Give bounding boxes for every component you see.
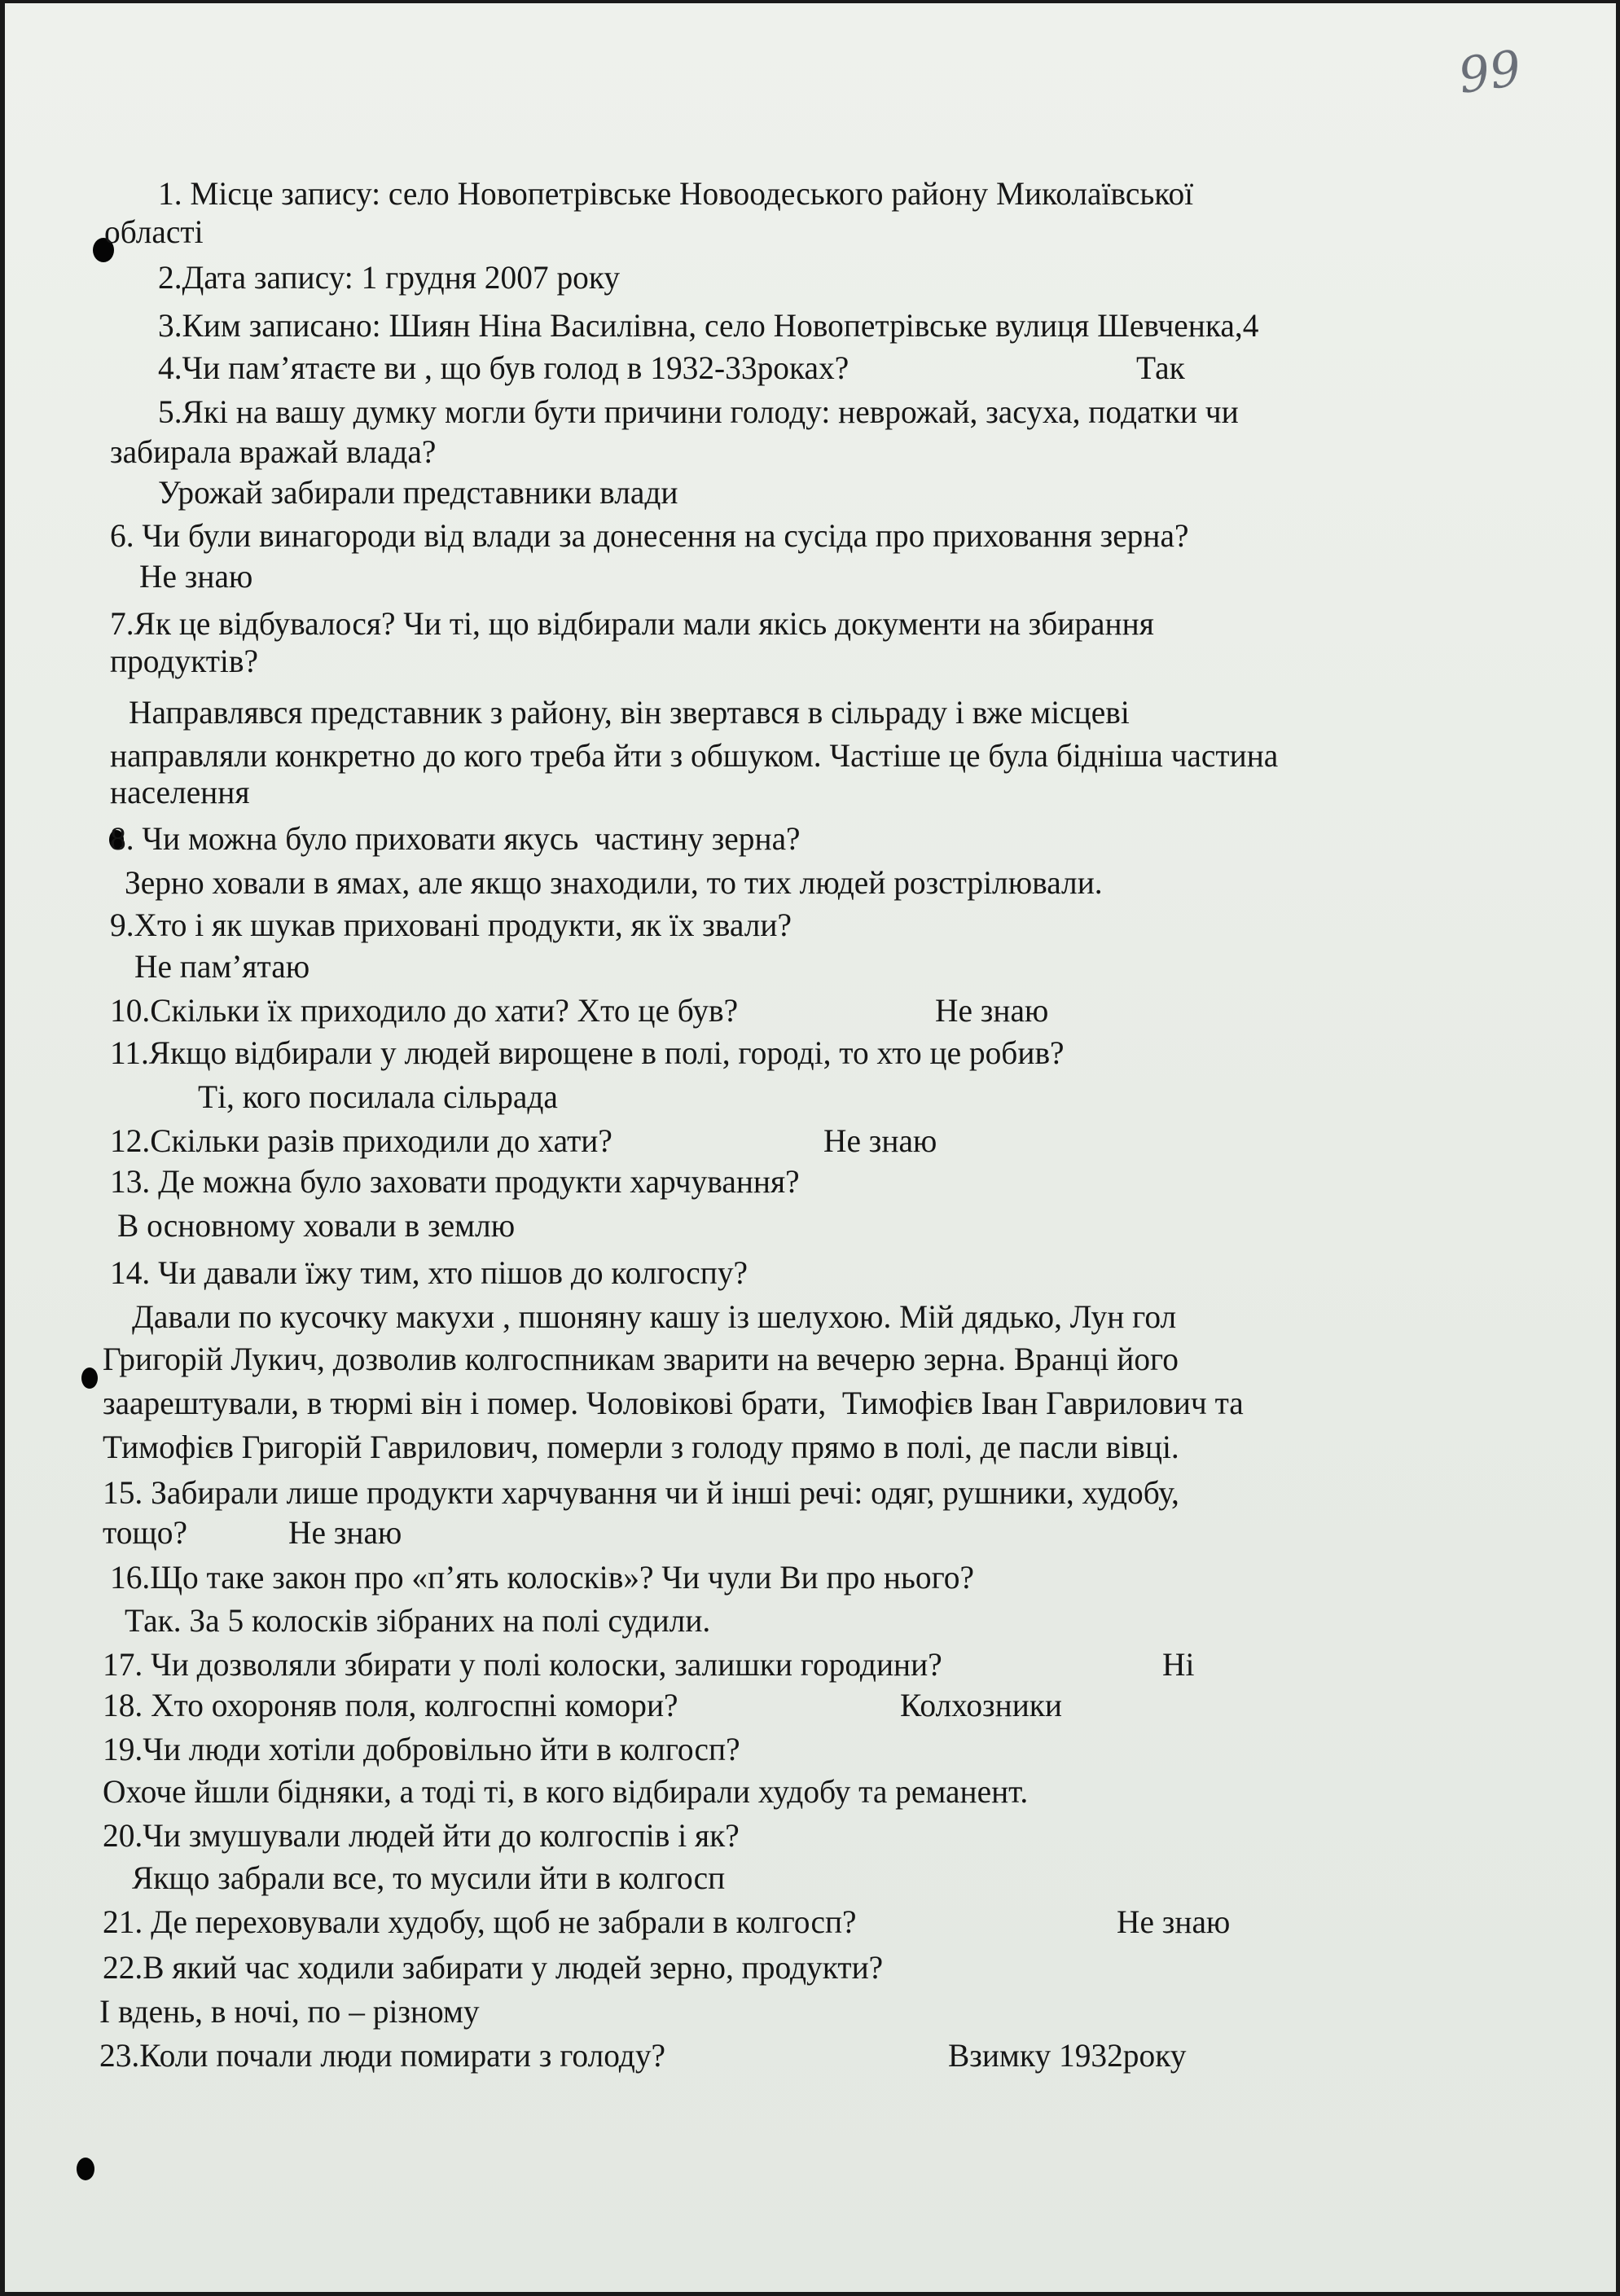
text-line: 22.В який час ходили забирати у людей зерно, продукти? (103, 1949, 884, 1986)
text-line: Урожай забирали представники влади (158, 474, 678, 511)
text-line: 18. Хто охороняв поля, колгоспні комори? (103, 1687, 678, 1723)
answer-text: Колхозники (900, 1687, 1063, 1723)
text-line: заарештували, в тюрмі він і помер. Чоловікові брати, Тимофієв Іван Гаврилович та (103, 1385, 1244, 1421)
text-line: Якщо забрали все, то мусили йти в колгосп (132, 1859, 726, 1896)
text-line: Григорій Лукич, дозволив колгоспникам зварити на вечерю зерна. Вранці його (103, 1341, 1179, 1377)
text-line: забирала вражай влада? (110, 433, 437, 470)
text-line: 11.Якщо відбирали у людей вирощене в полі, городі, то хто це робив? (110, 1034, 1065, 1071)
text-line: 2.Дата запису: 1 грудня 2007 року (158, 259, 621, 296)
text-line: І вдень, в ночі, по – різному (99, 1993, 480, 2030)
document-page (5, 3, 1616, 2292)
text-line: 14. Чи давали їжу тим, хто пішов до колгоспу? (110, 1254, 749, 1291)
text-line: Направлявся представник з району, він звертався в сільраду і вже місцеві (129, 694, 1130, 731)
text-line: 8. Чи можна було приховати якусь частину зерна? (110, 820, 801, 857)
text-line: 6. Чи були винагороди від влади за донесення на сусіда про приховання зерна? (110, 517, 1189, 554)
text-line: 12.Скільки разів приходили до хати? (110, 1122, 612, 1159)
text-line: Так. За 5 колосків зібраних на полі судили. (125, 1602, 711, 1639)
text-line: 20.Чи змушували людей йти до колгоспів і як? (103, 1817, 740, 1854)
text-line: 19.Чи люди хотіли добровільно йти в колгосп? (103, 1731, 740, 1767)
answer-text: Так (1136, 349, 1185, 386)
text-line: Ті, кого посилала сільрада (198, 1078, 558, 1115)
text-line: 4.Чи пам’ятаєте ви , що був голод в 1932-33роках? (158, 349, 850, 386)
text-line: 23.Коли почали люди помирати з голоду? (99, 2037, 666, 2074)
punch-hole (77, 2158, 94, 2180)
text-line: В основному ховали в землю (117, 1207, 516, 1244)
answer-text: Не знаю (935, 992, 1049, 1029)
answer-text: Взимку 1932року (948, 2037, 1187, 2074)
text-line: 7.Як це відбувалося? Чи ті, що відбирали мали якісь документи на збирання (110, 605, 1154, 642)
text-line: Зерно ховали в ямах, але якщо знаходили, то тих людей розстрілювали. (125, 864, 1103, 901)
text-line: 16.Що таке закон про «п’ять колосків»? Чи чули Ви про нього? (110, 1559, 974, 1596)
text-line: 5.Які на вашу думку могли бути причини голоду: неврожай, засуха, податки чи (158, 393, 1239, 430)
answer-text: Не знаю (1117, 1903, 1231, 1940)
text-line: Не знаю (139, 558, 253, 595)
answer-text: Ні (1162, 1646, 1195, 1683)
text-line: 17. Чи дозволяли збирати у полі колоски, залишки городини? (103, 1646, 942, 1683)
text-line: населення (110, 774, 250, 810)
text-line: Не пам’ятаю (134, 948, 310, 985)
text-line: продуктів? (110, 643, 258, 679)
text-line: Давали по кусочку макухи , пшоняну кашу із шелухою. Мій дядько, Лун гол (132, 1298, 1177, 1335)
text-line: Тимофієв Григорій Гаврилович, померли з голоду прямо в полі, де пасли вівці. (103, 1429, 1179, 1465)
answer-text: Не знаю (823, 1122, 937, 1159)
text-line: 15. Забирали лише продукти харчування чи й інші речі: одяг, рушники, худобу, (103, 1474, 1179, 1511)
text-line: Охоче йшли бідняки, а тоді ті, в кого відбирали худобу та реманент. (103, 1773, 1029, 1810)
text-line: 1. Місце запису: село Новопетрівське Новоодеського району Миколаївської (158, 175, 1194, 212)
punch-hole (81, 1368, 98, 1389)
text-line: 9.Хто і як шукав приховані продукти, як їх звали? (110, 907, 792, 943)
text-line: 21. Де переховували худобу, щоб не забрали в колгосп? (103, 1903, 857, 1940)
text-line: 13. Де можна було заховати продукти харчування? (110, 1163, 800, 1200)
text-line: 3.Ким записано: Шиян Ніна Василівна, село Новопетрівське вулиця Шевченка,4 (158, 307, 1259, 344)
answer-text: Не знаю (288, 1514, 402, 1551)
text-line: направляли конкретно до кого треба йти з обшуком. Частіше це була бідніша частина (110, 737, 1279, 774)
handwritten-page-number: 99 (1455, 40, 1525, 105)
text-line: області (104, 213, 204, 250)
text-line: тощо? (103, 1514, 187, 1551)
text-line: 10.Скільки їх приходило до хати? Хто це був? (110, 992, 739, 1029)
